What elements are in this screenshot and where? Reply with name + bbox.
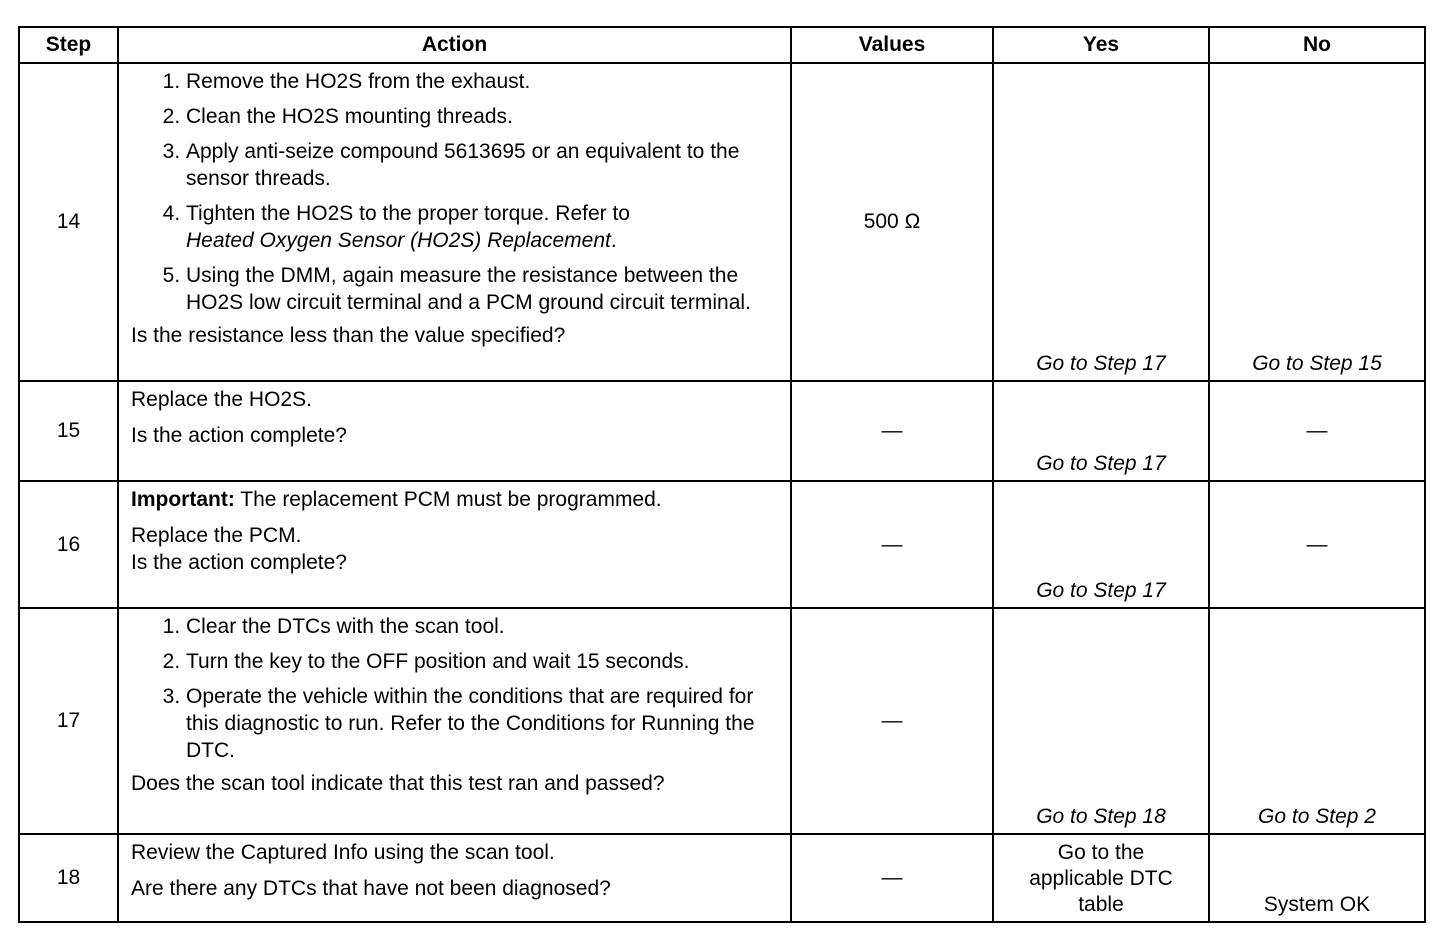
action-question: Are there any DTCs that have not been diagnosed? [131,877,611,900]
action-item: 1. Clear the DTCs with the scan tool. [186,613,782,640]
action-text: Review the Captured Info using the scan tool. [131,841,555,864]
table-row [19,481,1425,608]
yes-result: Go to Step 18 [1036,805,1166,828]
no-cell [1209,481,1425,608]
action-item: 4. Tighten the HO2S to the proper torque. Refer to Heated Oxygen Sensor (HO2S) Replacement. [186,200,782,254]
yes-cell [993,834,1209,922]
action-text: Replace the HO2S. [131,388,312,411]
action-item: 3. Operate the vehicle within the conditions that are required for this diagnostic to run. Refer to the Conditions for Running the DTC. [186,683,782,764]
no-cell [1209,608,1425,834]
no-result: Go to Step 15 [1252,352,1382,375]
action-question: Is the resistance less than the value specified? [131,324,566,347]
action-cell [118,381,791,481]
header-values: Values [791,27,993,63]
action-cell [118,481,791,608]
step-number: 14 [19,63,118,381]
value-cell: — [791,481,993,608]
yes-cell [993,381,1209,481]
important-text: The replacement PCM must be programmed. [240,488,662,511]
diagnostic-table [18,26,1426,923]
action-item: 3. Apply anti-seize compound 5613695 or an equivalent to the sensor threads. [186,138,782,192]
procedure-reference: Heated Oxygen Sensor (HO2S) Replacement [186,229,611,252]
table-row [19,834,1425,922]
action-cell [118,834,791,922]
value-cell: — [791,834,993,922]
value-cell: — [791,381,993,481]
header-row [19,27,1425,63]
yes-result: Go to Step 17 [1036,352,1166,375]
yes-result: Go to Step 17 [1036,579,1166,602]
header-yes: Yes [993,27,1209,63]
action-question: Is the action complete? [131,551,347,574]
action-question: Is the action complete? [131,424,347,447]
step-number: 16 [19,481,118,608]
action-item: 5. Using the DMM, again measure the resistance between the HO2S low circuit terminal and a PCM ground circuit terminal. [186,262,782,316]
header-no: No [1209,27,1425,63]
no-cell [1209,63,1425,381]
no-result: — [1306,532,1328,556]
table-row [19,608,1425,834]
yes-result: Go to Step 17 [1036,452,1166,475]
action-item: 2. Clean the HO2S mounting threads. [186,103,782,130]
no-result: — [1306,419,1328,442]
table-row [19,63,1425,381]
no-result: Go to Step 2 [1258,805,1376,828]
important-label: Important: [131,488,235,511]
no-cell [1209,834,1425,922]
step-number: 15 [19,381,118,481]
action-question: Does the scan tool indicate that this test ran and passed? [131,772,665,795]
action-list [131,613,782,764]
no-cell [1209,381,1425,481]
action-item-text: Tighten the HO2S to the proper torque. Refer to [186,202,630,225]
important-note [131,486,782,513]
header-step: Step [19,27,118,63]
step-number: 17 [19,608,118,834]
yes-cell [993,63,1209,381]
action-item: 1. Remove the HO2S from the exhaust. [186,68,782,95]
header-action: Action [118,27,791,63]
value-cell: 500 Ω [791,63,993,381]
yes-result: Go to the applicable DTC table [1029,841,1173,916]
no-result: System OK [1263,893,1371,916]
table-row [19,381,1425,481]
yes-cell [993,608,1209,834]
value-cell: — [791,608,993,834]
step-number: 18 [19,834,118,922]
action-cell [118,63,791,381]
action-list [131,68,782,316]
action-item: 2. Turn the key to the OFF position and wait 15 seconds. [186,648,782,675]
yes-cell [993,481,1209,608]
action-text: Replace the PCM. [131,524,302,547]
action-cell [118,608,791,834]
